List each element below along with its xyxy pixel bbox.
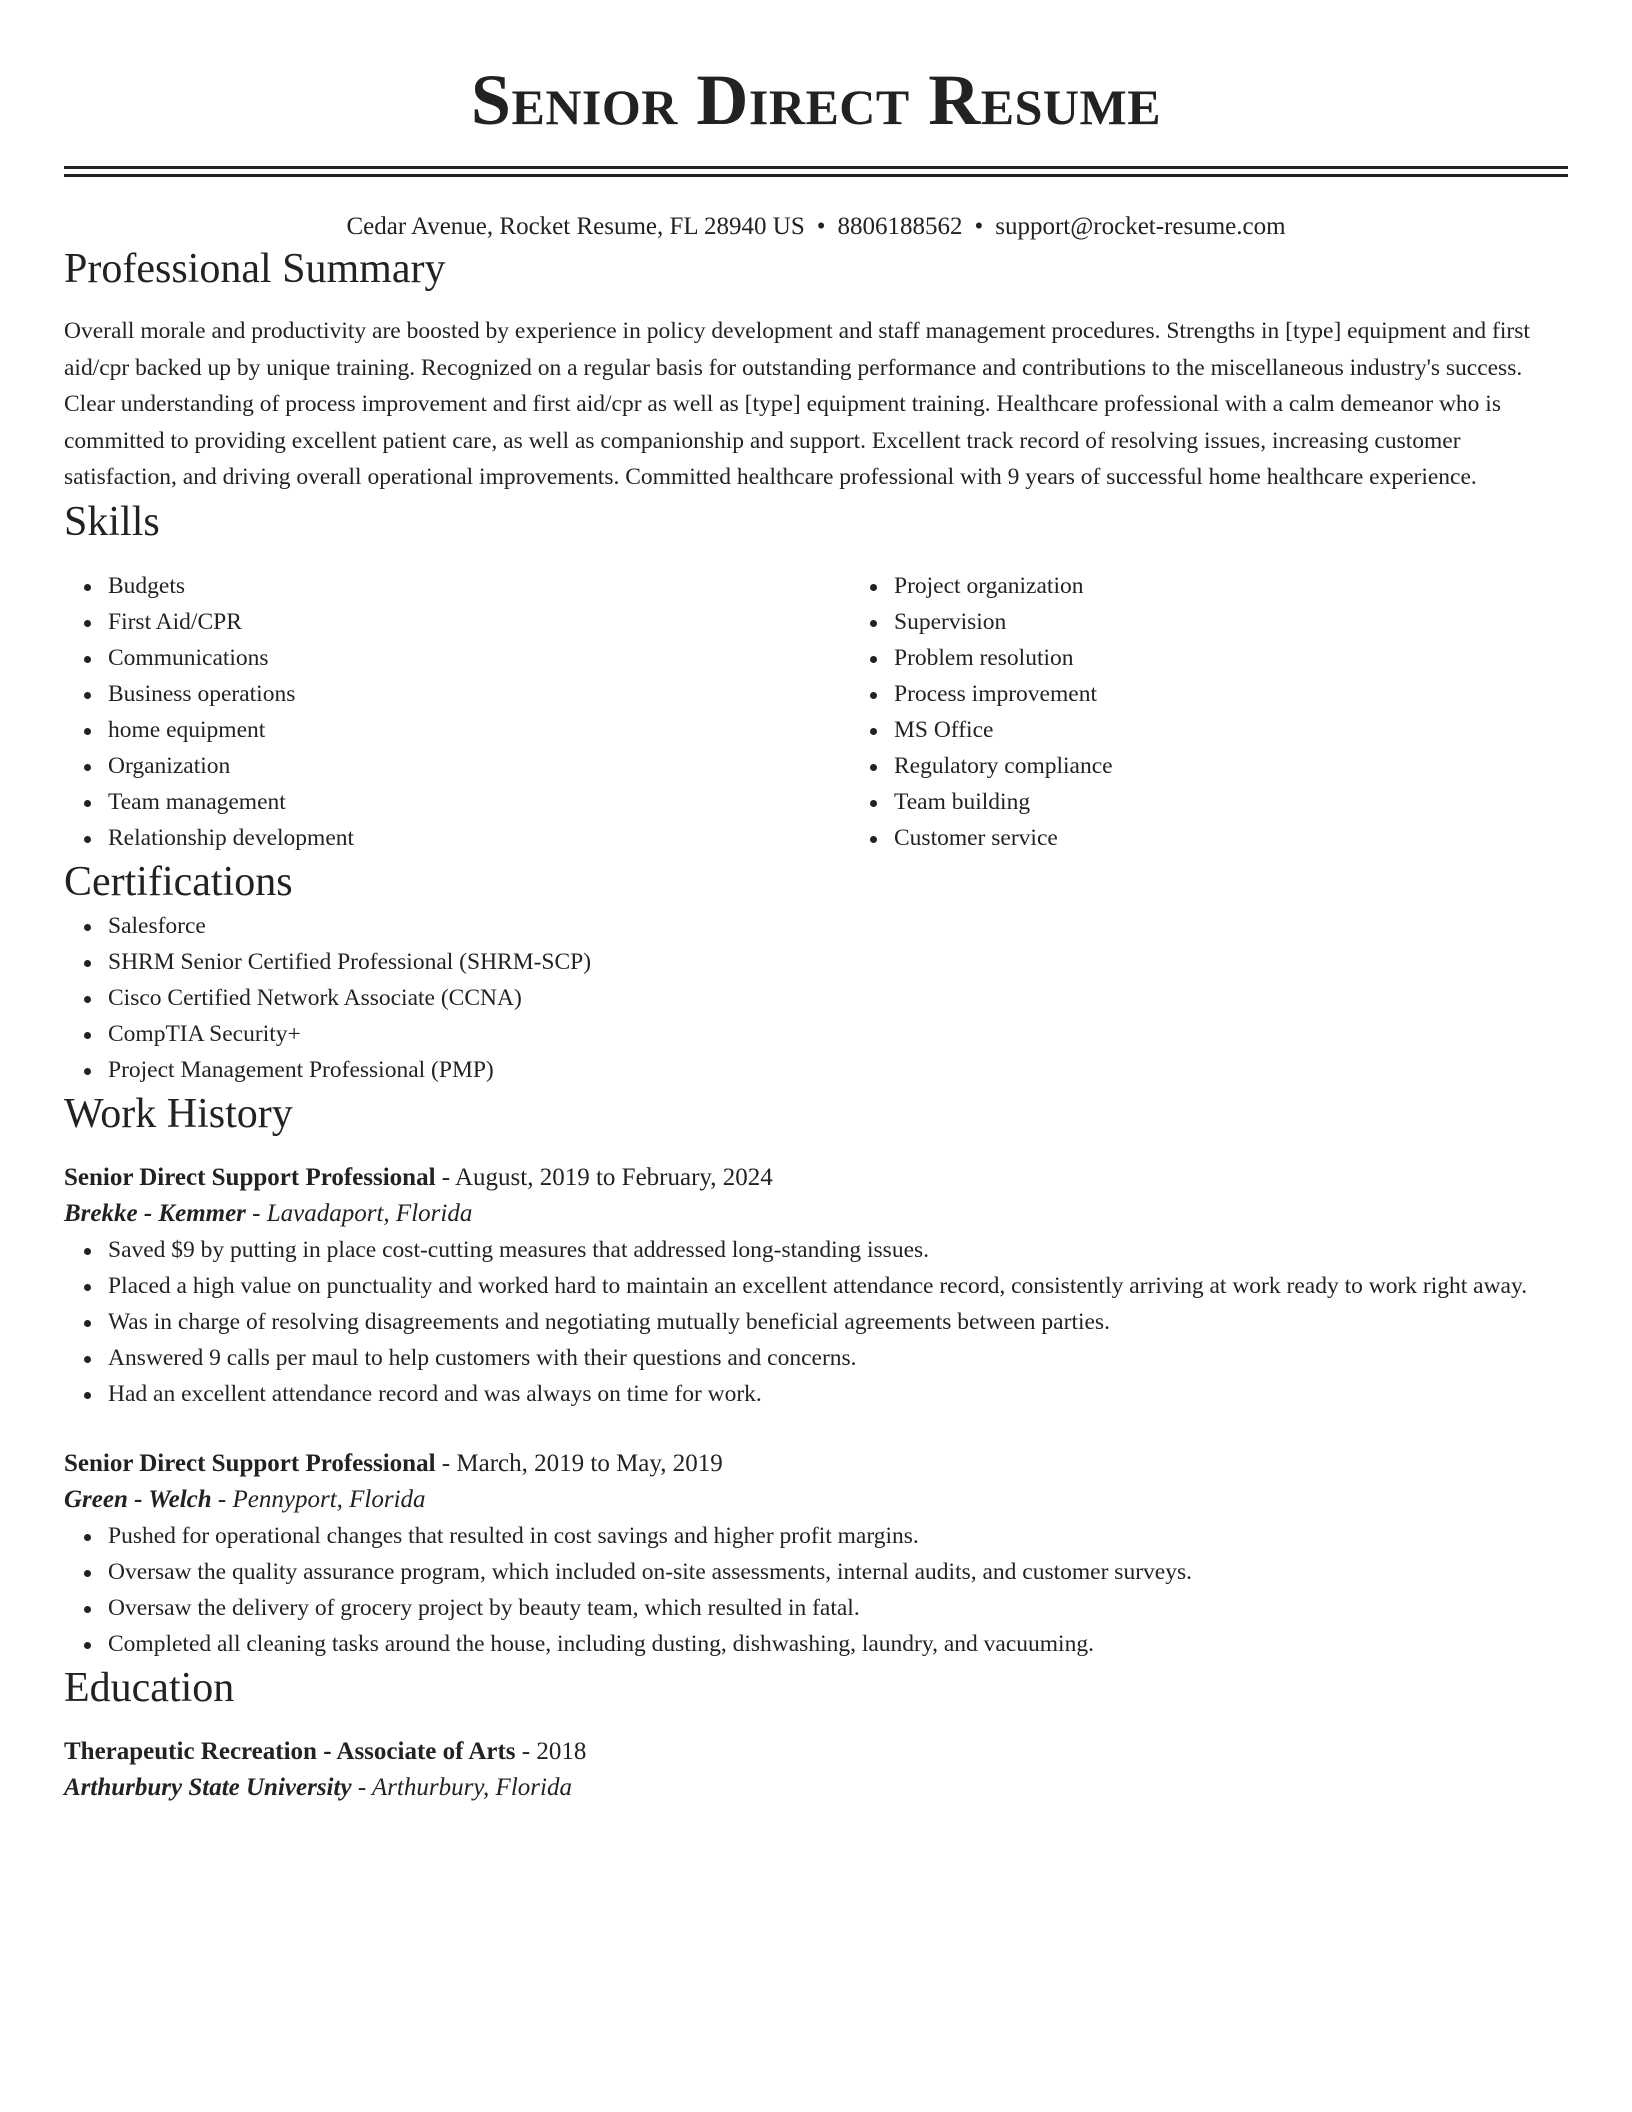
skill-item: Regulatory compliance [894,748,1632,784]
skill-item: home equipment [108,712,850,748]
contact-phone: 8806188562 [837,213,963,240]
employer-name: Green - Welch [64,1485,212,1513]
job-entry [64,1160,1568,1412]
job-title-line [64,1160,1568,1196]
school-line [64,1770,1568,1806]
skill-item: First Aid/CPR [108,604,850,640]
skill-item: Relationship development [108,820,850,856]
job-bullet: Placed a high value on punctuality and worked hard to maintain an excellent attendance record, consistently arriving at work ready to work right away. [108,1268,1568,1304]
employer-location: - Pennyport, Florida [211,1485,426,1513]
summary-text: Overall morale and productivity are boosted by experience in policy development and staff management procedures. Strengths in [type] equipment and first aid/cpr backed up by unique training. Recognized on a regular basis for outstanding performance and contributions to the miscellaneous industry's success. Clear understanding of process improvement and first aid/cpr as well as [type] equipment training. Healthcare professional with a calm demeanor who is committed to providing excellent patient care, as well as companionship and support. Excellent track record of resolving issues, increasing customer satisfaction, and driving overall operational improvements. Committed healthcare professional with 9 years of successful home healthcare experience. [64,318,1530,491]
employer-line [64,1196,1568,1232]
skill-item: Customer service [894,820,1632,856]
job-bullet: Oversaw the quality assurance program, which included on-site assessments, internal audits, and customer surveys. [108,1554,1568,1590]
skill-item: Budgets [108,568,850,604]
skills-columns [64,568,1568,856]
summary-heading: Professional Summary [64,246,446,292]
job-title-line [64,1446,1568,1482]
contact-address: Cedar Avenue, Rocket Resume, FL 28940 US [346,213,805,240]
resume-page [64,0,1568,1806]
contact-separator: • [974,213,984,240]
skills-heading: Skills [64,498,160,545]
skill-item: Team management [108,784,850,820]
education-heading: Education [64,1664,235,1711]
employer-name: Brekke - Kemmer [64,1199,246,1227]
certifications-heading: Certifications [64,858,293,905]
certifications-list [64,908,1568,1088]
job-bullet: Saved $9 by putting in place cost-cutting measures that addressed long-standing issues. [108,1232,1568,1268]
skills-left-list [64,568,850,856]
skills-right-list [850,568,1632,856]
title-double-rule [64,166,1568,177]
certification-item: Salesforce [108,908,1568,944]
certification-item: Cisco Certified Network Associate (CCNA) [108,980,1568,1016]
job-bullet: Had an excellent attendance record and was always on time for work. [108,1376,1568,1412]
certification-item: CompTIA Security+ [108,1016,1568,1052]
job-bullet-list [64,1232,1568,1412]
job-entry [64,1446,1568,1662]
employer-location: - Lavadaport, Florida [245,1199,473,1227]
job-bullet: Was in charge of resolving disagreements and negotiating mutually beneficial agreements between parties. [108,1304,1568,1340]
job-bullet: Pushed for operational changes that resulted in cost savings and higher profit margins. [108,1518,1568,1554]
work-history-heading: Work History [64,1090,293,1137]
certification-item: SHRM Senior Certified Professional (SHRM-SCP) [108,944,1568,980]
graduation-year: - 2018 [515,1737,587,1765]
skill-item: Process improvement [894,676,1632,712]
skill-item: Problem resolution [894,640,1632,676]
skill-item: Project organization [894,568,1632,604]
job-dates: - March, 2019 to May, 2019 [435,1449,723,1477]
job-dates: - August, 2019 to February, 2024 [435,1163,773,1191]
degree-line [64,1734,1568,1770]
contact-line [64,211,1568,243]
skill-item: Business operations [108,676,850,712]
job-bullet: Answered 9 calls per maul to help customers with their questions and concerns. [108,1340,1568,1376]
job-title: Senior Direct Support Professional [64,1449,436,1477]
skill-item: Team building [894,784,1632,820]
skill-item: Communications [108,640,850,676]
degree-name: Therapeutic Recreation - Associate of Arts [64,1737,516,1765]
employer-line [64,1482,1568,1518]
school-name: Arthurbury State University [64,1773,352,1801]
contact-separator: • [816,213,826,240]
job-bullet-list [64,1518,1568,1662]
job-bullet: Oversaw the delivery of grocery project by beauty team, which resulted in fatal. [108,1590,1568,1626]
skill-item: MS Office [894,712,1632,748]
school-location: - Arthurbury, Florida [351,1773,572,1801]
skill-item: Supervision [894,604,1632,640]
skill-item: Organization [108,748,850,784]
resume-title: Senior Direct Resume [470,60,1162,140]
certification-item: Project Management Professional (PMP) [108,1052,1568,1088]
job-title: Senior Direct Support Professional [64,1163,436,1191]
job-bullet: Completed all cleaning tasks around the house, including dusting, dishwashing, laundry, and vacuuming. [108,1626,1568,1662]
contact-email: support@rocket-resume.com [995,213,1286,240]
